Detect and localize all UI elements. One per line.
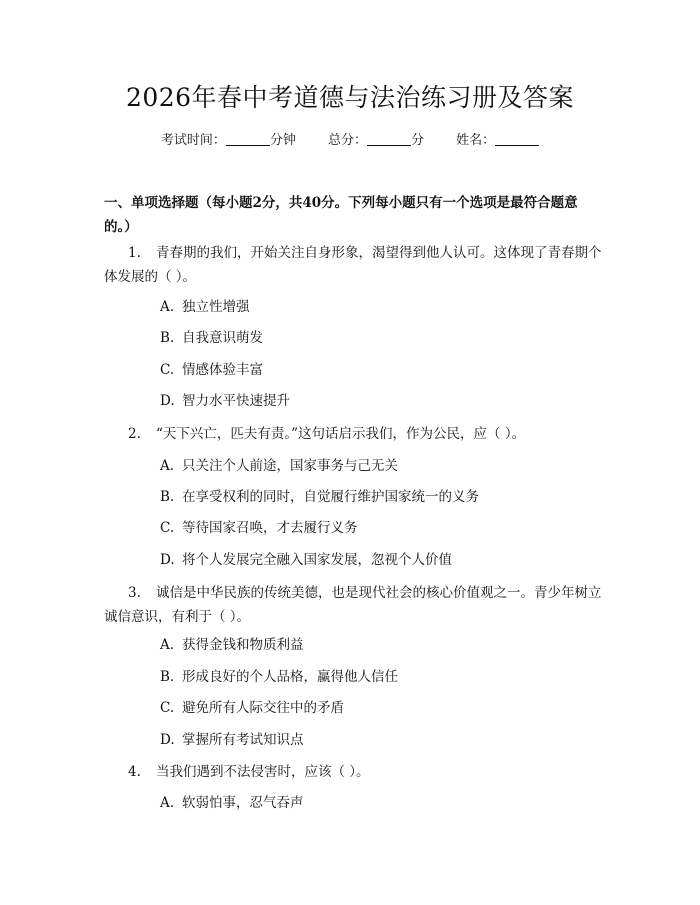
section-heading: 一、单项选择题（每小题2分，共40分。下列每小题只有一个选项是最符合题意的。）: [104, 195, 578, 235]
option-letter: B.: [160, 330, 175, 346]
question-stem: 诚信是中华民族的传统美德，也是现代社会的核心价值观之一。青少年树立诚信意识，有利于（ ）。: [104, 585, 602, 625]
option-letter: A.: [160, 299, 175, 315]
option-letter: D.: [160, 552, 175, 568]
total-score-blank: [367, 131, 411, 146]
option-letter: C.: [160, 700, 175, 716]
total-score-label: 总分：: [327, 133, 367, 148]
exam-time-label: 考试时间：: [160, 133, 226, 148]
question-1: [104, 241, 604, 289]
question-1-option-a: [160, 297, 600, 317]
document-title: 2026年春中考道德与法治练习册及答案: [125, 83, 575, 112]
question-3-option-b: [160, 667, 600, 687]
question-number: 3.: [128, 585, 141, 601]
option-text: 自我意识萌发: [182, 330, 263, 346]
exam-time-blank: [226, 131, 270, 146]
option-letter: D.: [160, 393, 175, 409]
exam-info-line: [0, 131, 700, 151]
question-2: [104, 422, 604, 446]
question-stem: 当我们遇到不法侵害时，应该（ ）。: [156, 764, 370, 780]
question-3-option-c: [160, 698, 600, 718]
exam-time-field: [161, 131, 296, 151]
question-1-option-d: [160, 391, 600, 411]
question-1-option-c: [160, 360, 600, 380]
option-text: 独立性增强: [182, 299, 250, 315]
question-4-option-a: [160, 793, 600, 813]
total-score-field: [328, 131, 424, 151]
question-number: 1.: [128, 245, 141, 261]
option-letter: A.: [160, 795, 175, 811]
option-letter: D.: [160, 732, 175, 748]
option-text: 只关注个人前途，国家事务与己无关: [182, 458, 398, 474]
question-number: 4.: [128, 764, 141, 780]
question-number: 2.: [128, 426, 141, 442]
question-stem: “天下兴亡，匹夫有责。”这句话启示我们，作为公民，应（ ）。: [156, 426, 526, 442]
option-letter: C.: [160, 520, 175, 536]
name-label: 姓名：: [456, 133, 496, 148]
name-blank: [495, 131, 539, 146]
option-text: 智力水平快速提升: [182, 393, 290, 409]
option-letter: C.: [160, 362, 175, 378]
name-field: [456, 131, 539, 151]
question-stem: 青春期的我们，开始关注自身形象，渴望得到他人认可。这体现了青春期个体发展的（ ）。: [104, 245, 602, 285]
question-2-option-a: [160, 456, 600, 476]
total-score-unit: 分: [411, 133, 425, 148]
option-text: 形成良好的个人品格，赢得他人信任: [182, 669, 398, 685]
option-text: 情感体验丰富: [182, 362, 263, 378]
option-text: 将个人发展完全融入国家发展，忽视个人价值: [182, 552, 452, 568]
option-text: 掌握所有考试知识点: [182, 732, 304, 748]
question-3: [104, 581, 604, 629]
option-text: 等待国家召唤，才去履行义务: [182, 520, 358, 536]
question-3-option-a: [160, 635, 600, 655]
option-letter: B.: [160, 669, 175, 685]
option-letter: A.: [160, 458, 175, 474]
exam-time-unit: 分钟: [269, 133, 296, 148]
option-text: 软弱怕事，忍气吞声: [182, 795, 304, 811]
question-4: [104, 760, 604, 784]
question-3-option-d: [160, 730, 600, 750]
option-text: 在享受权利的同时，自觉履行维护国家统一的义务: [182, 489, 479, 505]
option-letter: B.: [160, 489, 175, 505]
question-2-option-c: [160, 518, 600, 538]
question-1-option-b: [160, 328, 600, 348]
option-letter: A.: [160, 637, 175, 653]
option-text: 获得金钱和物质利益: [182, 637, 304, 653]
option-text: 避免所有人际交往中的矛盾: [182, 700, 344, 716]
question-2-option-b: [160, 487, 600, 507]
question-2-option-d: [160, 550, 600, 570]
